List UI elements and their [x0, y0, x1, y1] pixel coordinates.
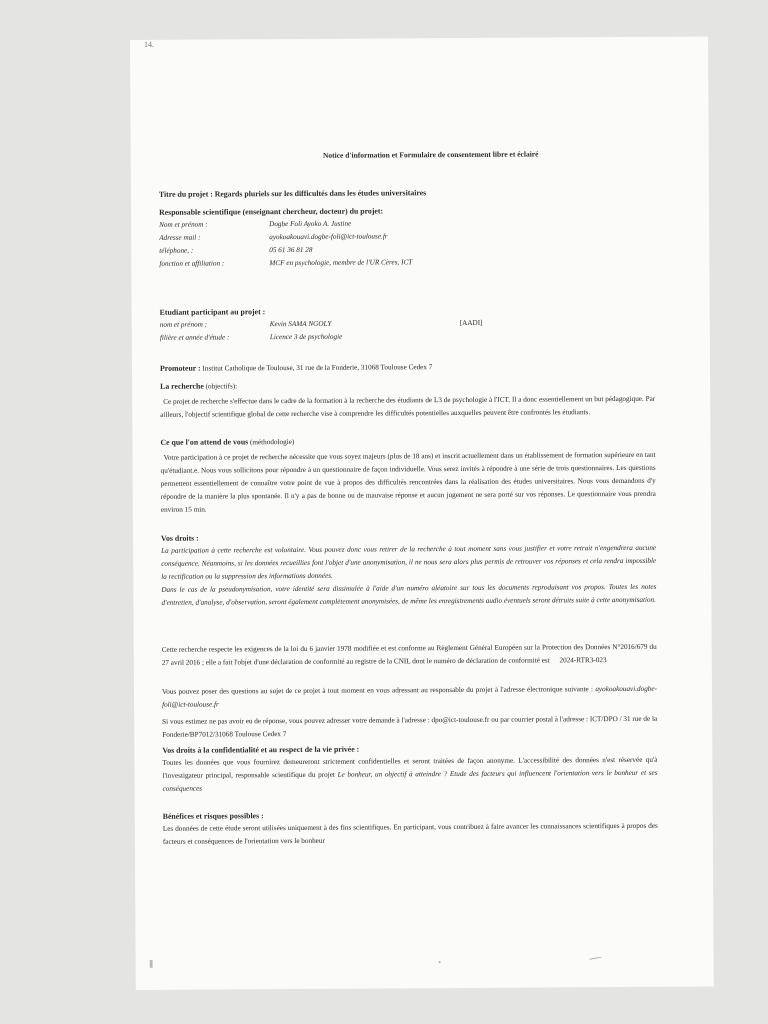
benefits-heading: Bénéfices et risques possibles :	[162, 811, 264, 821]
responsable-phone-value: 05 61 36 81 28	[269, 245, 313, 255]
project-title-value: Regards pluriels sur les difficultés dans les études universitaires	[214, 188, 427, 199]
confidentiality-heading: Vos droits à la confidentialité et au respect de la vie privée :	[162, 744, 360, 755]
dpo-text: Si vous estimez ne pas avoir eu de réponse, vous pouvez adresser votre demande à l'adresse : dpo@ict-toulouse.fr ou par courrier postal à l'adresse : ICT/DPO / 31 rue de la Fonderie/BP7012/31068 Toulouse Cedex 7	[162, 714, 658, 739]
benefits-text: Les données de cette étude seront utilisées uniquement à des fins scientifiques. En participant, vous contribuez à faire avancer les connaissances scientifiques à propos des facteurs et conséquences de l'orientation vers le bonheur	[162, 821, 658, 846]
responsable-mail-value: ayokoakouavi.dogbe-foli@ict-toulouse.fr	[269, 232, 388, 242]
student-filiere-row	[160, 329, 655, 345]
confidentiality-text: Toutes les données que vous fournirez demeureront strictement confidentielles et seront traitées de façon anonyme. L'accessibilité des données n'est réservée qu'à l'investigateur principal, responsable scientifique du projet	[162, 755, 658, 780]
student-filiere-value: Licence 3 de psychologie	[269, 332, 343, 342]
rights-text-1: La participation à cette recherche est volontaire. Vous pouvez donc vous retirer de la recherche à tout moment sans vous justifier et votre retrait n'engendrera aucune conséquence. Néanmoins, si les données recueillies font l'objet d'une anonymisation, il ne nous sera alors plus permis de retrouver vos réponses et cela rendra impossible la rectification ou la suppression des informations données.	[161, 543, 657, 581]
dpo-block	[162, 713, 657, 742]
student-code: [AADI]	[459, 318, 483, 327]
student-filiere-label: filière et année d'étude :	[159, 333, 230, 342]
expectations-heading: Ce que l'on attend de vous	[160, 437, 249, 447]
law-block	[162, 641, 657, 670]
questions-text: Vous pouvez poser des questions au sujet de ce projet à tout moment en vous adressant au responsable du projet à l'adresse électronique suivante :	[161, 685, 594, 696]
rights-block	[161, 529, 656, 610]
research-block	[160, 377, 655, 422]
rights-heading: Vos droits :	[161, 533, 199, 543]
confidentiality-italic: Le bonheur, un objectif à atteindre ? Etude des facteurs qui influencent l'orientation vers le bonheur et ses conséquences	[162, 768, 658, 793]
rights-text-2: Dans le cas de la pseudonymisation, votre identité sera dissimulée à l'aide d'un numéro aléatoire sur tous les documents reproduisant vos propos. Toutes les notes d'entretien, d'analyse, d'observation, seront également complètement anonymisées, de même les enregistrements audio éventuels seront détruits suite à cette anonymisation.	[161, 582, 657, 607]
responsable-block	[159, 203, 654, 271]
student-name-value: Kevin SAMA NGOLY	[269, 319, 332, 329]
scan-mark	[150, 960, 153, 968]
document-title: Notice d'information et Formulaire de consentement libre et éclairé	[322, 149, 539, 160]
scan-artifacts	[150, 957, 630, 968]
research-sub: (objectifs):	[205, 382, 238, 391]
confidentiality-block	[162, 741, 657, 796]
responsable-function-value: MCF en psychologie, membre de l'UR Cères, ICT	[269, 258, 413, 268]
law-number: 2024-RTR3-023	[559, 656, 607, 665]
responsable-mail-label: Adresse mail :	[159, 233, 201, 242]
questions-block	[162, 683, 657, 712]
project-title-block	[159, 185, 654, 202]
promoteur-label: Promoteur :	[159, 363, 201, 373]
student-block	[160, 303, 655, 345]
scan-dot	[439, 961, 441, 963]
responsable-phone-label: téléphone, :	[159, 246, 194, 255]
law-text: Cette recherche respecte les exigences de la loi du 6 janvier 1978 modifiée et est conforme au Règlement Général Européen sur la Protection des Données N°2016/679 du 27 avril 2016 ; elle a fait l'objet d'une déclaration de conformité au registre de la CNIL dont le numéro de déclaration de conformité est	[161, 642, 657, 667]
promoteur-value: Institut Catholique de Toulouse, 31 rue de la Fonderie, 31068 Toulouse Cedex 7	[202, 363, 433, 373]
expectations-sub: (méthodologie)	[249, 438, 295, 447]
responsable-name-label: Nom et prénom :	[159, 220, 208, 229]
responsable-function-label: fonction et affiliation :	[159, 259, 225, 268]
responsable-row	[159, 255, 654, 271]
expectations-text: Votre participation à ce projet de recherche nécessite que vous soyez majeurs (plus de 18 ans) et inscrit actuellement dans un établissement de formation supérieure en tant qu'étudiant.e. Nous vous sollicitons pour répondre à un questionnaire de façon individuelle. Vous serez invités à répondre à une série de trois questionnaires. Les questions permettent essentiellement de connaître votre point de vue à propos des difficultés rencontrées dans la réalisation des études universitaires. Nous vous demandons d'y répondre de la manière la plus spontanée. Il n'y a pas de bonne ou de mauvaise réponse et aucun jugement ne sera porté sur vos réponses. Le questionnaire vous prendra environ 15 min.	[160, 450, 656, 514]
student-heading: Etudiant participant au projet :	[159, 307, 266, 317]
corner-mark: 14.	[143, 39, 155, 49]
student-name-label: nom et prénom :	[159, 320, 208, 329]
responsable-heading: Responsable scientifique (enseignant chercheur, docteur) du projet:	[159, 206, 384, 217]
questions-email: ayokoakouavi.dogbe-foli@ict-toulouse.fr	[162, 684, 657, 709]
project-title-label: Titre du projet :	[158, 189, 213, 199]
research-heading: La recherche	[160, 381, 204, 391]
responsable-name-value: Dogbe Foli Ayoko A. Justine	[269, 219, 352, 229]
benefits-block	[163, 807, 658, 849]
research-text: Ce projet de recherche s'effectue dans le cadre de la formation à la recherche des étudiants de L3 de psychologie à l'ICT. Il a donc essentiellement un but pédagogique. Par ailleurs, l'objectif scientifique global de cette recherche vise à comprendre les difficultés potentielles auxquelles peuvent être confrontés les étudiants.	[160, 394, 656, 419]
expectations-block	[160, 433, 655, 517]
document-page	[130, 36, 714, 990]
scan-stroke	[590, 957, 602, 959]
promoteur-block	[160, 359, 655, 376]
